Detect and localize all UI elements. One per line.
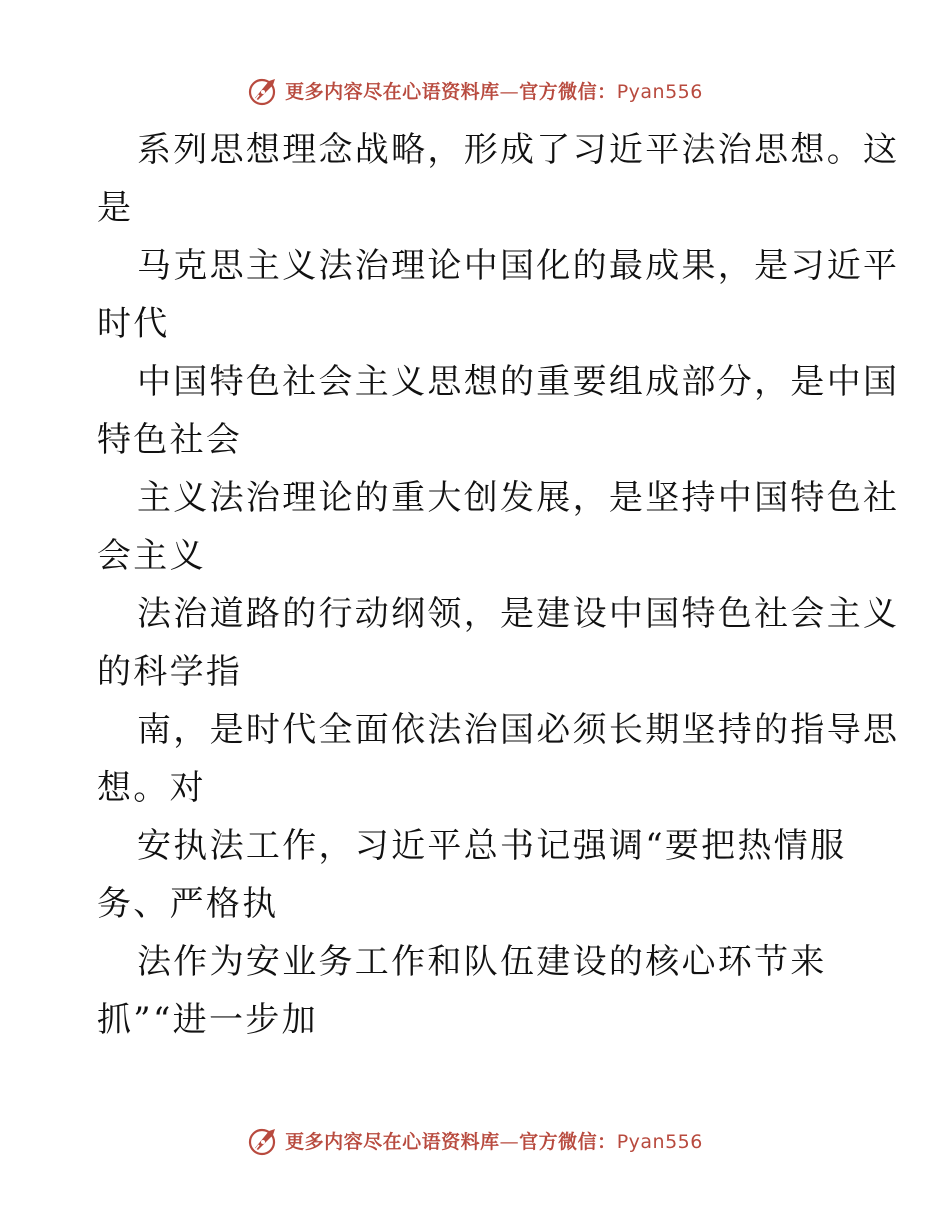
pen-nib-logo-icon (247, 1123, 281, 1157)
text-line: 南，是时代全面依法治国必须长期坚持的指导思 (137, 710, 900, 750)
header-wechat-label: 官方微信： (519, 80, 617, 103)
header-banner (0, 70, 950, 110)
header-separator: — (499, 80, 520, 103)
text-line: 安执法工作，习近平总书记强调“要把热情服 (137, 826, 847, 866)
text-line: 主义法治理论的重大创发展，是坚持中国特色社 (137, 478, 900, 518)
text-line: 系列思想理念战略，形成了习近平法治思想。这 (137, 130, 900, 170)
text-line: 是 (97, 188, 134, 228)
text-line: 马克思主义法治理论中国化的最成果，是习近平 (137, 246, 900, 286)
text-line: 抓”“进一步加 (97, 1000, 318, 1040)
text-line: 想。对 (97, 768, 206, 808)
text-line: 的科学指 (97, 652, 243, 692)
text-line: 会主义 (97, 536, 206, 576)
text-line: 特色社会 (97, 420, 243, 460)
header-wechat-id: Pyan556 (616, 80, 703, 103)
text-line: 中国特色社会主义思想的重要组成部分，是中国 (137, 362, 900, 402)
text-line: 法作为安业务工作和队伍建设的核心环节来 (137, 942, 827, 982)
footer-banner (0, 1120, 950, 1160)
pen-nib-logo-icon (247, 73, 281, 107)
footer-text (285, 1127, 703, 1154)
header-text (285, 77, 703, 104)
footer-separator: — (499, 1130, 520, 1153)
footer-wechat-label: 官方微信： (519, 1130, 617, 1153)
text-line: 时代 (97, 304, 170, 344)
footer-wechat-id: Pyan556 (616, 1130, 703, 1153)
footer-site-name: 更多内容尽在心语资料库 (285, 1130, 500, 1153)
text-line: 法治道路的行动纲领，是建设中国特色社会主义 (137, 594, 900, 634)
text-line: 务、严格执 (97, 884, 279, 924)
header-site-name: 更多内容尽在心语资料库 (285, 80, 500, 103)
